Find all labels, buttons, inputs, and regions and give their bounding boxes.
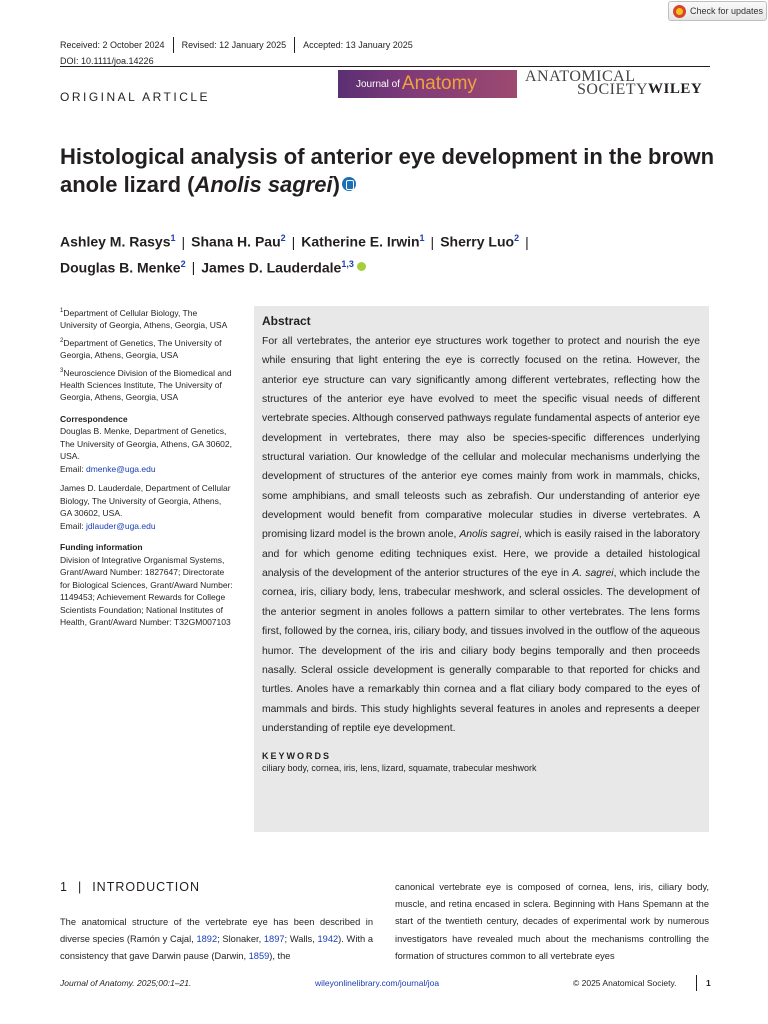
keywords-list: ciliary body, cornea, iris, lens, lizard, squamate, trabecular meshwork: [262, 763, 537, 774]
article-title: [60, 143, 720, 199]
author-name[interactable]: Sherry Luo: [440, 233, 515, 250]
keywords-heading: KEYWORDS: [262, 751, 332, 762]
affiliation: $^1$Department of Cellular Biology, The University of Georgia, Athens, Georgia, USA: [60, 307, 228, 331]
email-link[interactable]: jdlauder@uga.edu: [85, 520, 156, 531]
journal-logo-small: Journal of: [356, 78, 400, 90]
email-link[interactable]: dmenke@uga.edu: [85, 463, 156, 474]
author-name[interactable]: James D. Lauderdale: [201, 259, 342, 276]
affiliation: $^3$Neuroscience Division of the Biomedical and Health Sciences Institute, The University of Georgia, Athens, Georgia, USA: [60, 367, 232, 403]
header-rule: [60, 66, 710, 67]
correspondence-entry: Douglas B. Menke, Department of Genetics, The University of Georgia, Athens, GA 30602, USA. Email: dmenke@uga.edu: [60, 426, 232, 474]
author-affiliation[interactable]: 2: [280, 233, 286, 243]
date-divider: [294, 37, 295, 53]
author-name[interactable]: Katherine E. Irwin: [301, 233, 420, 250]
citation-link[interactable]: 1859: [248, 951, 270, 962]
affiliation: $^2$Department of Genetics, The University of Georgia, Athens, Georgia, USA: [60, 337, 222, 361]
correspondence-heading: Correspondence: [60, 413, 128, 424]
body-column-right: canonical vertebrate eye is composed of cornea, lens, iris, ciliary body, muscle, and retina encased in sclera. Beginning with Hans Spemann at the start of the twentieth century, decades of experimental work by numerous investigators have revealed much about the mechanisms controlling the formation of structures common to all vertebrate eyes: [395, 882, 709, 961]
article-dates: [60, 37, 413, 53]
abstract-text: For all vertebrates, the anterior eye structures work together to protect and nourish the eye while ensuring that light entering the eye is correctly focused on the retina. However, the anterior eye structure can vary significantly among different vertebrates, reflecting how the structures of the anterior eye have evolved to meet the specific visual needs of different vertebrate species. Although conserved pathways regulate fundamental aspects of anterior eye development in vertebrates, there may also be species-specific differences underlying structural variation. Our knowledge of the cellular and molecular mechanisms underlying the development of structures of the anterior eye comes mainly from work in mammals, chicks, some amphibians, and small teleosts such as zebrafish. Our understanding of anterior eye development would benefit from comparative molecular studies in diverse vertebrates. A promising lizard model is the brown anole, Anolis sagrei, which is easily raised in the laboratory and for which genome editing techniques exist. Here, we provide a detailed histological analysis of the development of the anterior structures of the eye in A. sagrei, which include the cornea, iris, ciliary body, lens, trabecular meshwork, and scleral ossicles. The development of the anterior segment in anoles follows a pattern similar to other vertebrates. The lens forms first, followed by the cornea, iris, ciliary body, and tissues involved in the outflow of the aqueous humor. The development of the iris and ciliary body begins temporally and then proceeds nasally. Scleral ossicle development is generally comparable to that reported for chicks and turtles. Anoles have a remarkably thin cornea and a flat ciliary body compared to the eyes of mammals and birds. This study highlights several features in anoles and represents a deeper understanding of reptile eye development.: [262, 336, 700, 734]
received-date: Received: 2 October 2024: [60, 40, 165, 50]
title-close: ): [332, 172, 340, 197]
abstract-box: [254, 306, 709, 832]
open-access-icon[interactable]: [342, 177, 356, 191]
body-column-left: The anatomical structure of the vertebrate eye has been described in diverse species (Ramón y Cajal, 1892; Slonaker, 1897; Walls, 1942). With a consistency that gave Darwin pause (Darwin, 1859), the: [60, 917, 373, 962]
correspondence-entry: James D. Lauderdale, Department of Cellular Biology, The University of Georgia, Athens, GA 30602, USA. Email: jdlauder@uga.edu: [60, 483, 231, 531]
author-affiliation[interactable]: 2: [514, 233, 520, 243]
footer-copyright: © 2025 Anatomical Society.: [573, 978, 677, 988]
orcid-icon[interactable]: [357, 262, 366, 271]
accepted-date: Accepted: 13 January 2025: [303, 40, 413, 50]
funding-heading: Funding information: [60, 542, 143, 553]
article-type: ORIGINAL ARTICLE: [60, 90, 211, 104]
author-affiliation[interactable]: 1: [419, 233, 425, 243]
author-name[interactable]: Shana H. Pau: [191, 233, 281, 250]
check-updates-icon: [673, 5, 686, 18]
section-title: INTRODUCTION: [92, 880, 201, 894]
section-heading: 1 | INTRODUCTION: [60, 880, 201, 894]
page-number: 1: [706, 978, 711, 988]
abstract-heading: Abstract: [262, 314, 311, 328]
footer-citation: Journal of Anatomy. 2025;00:1–21.: [60, 978, 192, 988]
author-affiliation[interactable]: 1: [170, 233, 176, 243]
date-divider: [173, 37, 174, 53]
section-number: 1: [60, 880, 68, 894]
author-list: Ashley M. Rasys$^1$ | Shana H. Pau$^2$ | Katherine E. Irwin$^1$ | Sherry Luo$^2$ | Douglas B. Menke$^2$ | James D. Lauderdale$^{1,3}$: [60, 233, 529, 276]
citation-link[interactable]: 1897: [263, 934, 285, 945]
journal-logo: [338, 70, 517, 98]
journal-logo-big: Anatomy: [401, 73, 477, 94]
funding-text: Division of Integrative Organismal Systems, Grant/Award Number: 1827647; Directorate for Biological Sciences, Grant/Award Number: 1149453; Achievement Rewards for College Scientists Foundation; National Institutes of Health, Grant/Award Number: T32GM007103: [60, 554, 233, 628]
footer-divider: [696, 975, 697, 991]
author-name[interactable]: Douglas B. Menke: [60, 259, 181, 276]
doi[interactable]: DOI: 10.1111/joa.14226: [60, 56, 154, 66]
title-species: Anolis sagrei: [194, 172, 333, 197]
check-for-updates-button[interactable]: [668, 1, 767, 21]
citation-link[interactable]: 1942: [317, 934, 339, 945]
article-sidebar: [60, 305, 235, 632]
footer-journal-link[interactable]: wileyonlinelibrary.com/journal/joa: [315, 978, 440, 988]
author-affiliation[interactable]: 2: [180, 258, 186, 269]
society-logo: [525, 70, 648, 96]
author-name[interactable]: Ashley M. Rasys: [60, 233, 171, 250]
publisher-logo: WILEY: [648, 81, 703, 97]
revised-date: Revised: 12 January 2025: [181, 40, 287, 50]
society-line2: SOCIETY: [577, 81, 649, 98]
check-updates-label: Check for updates: [690, 6, 764, 16]
citation-link[interactable]: 1892: [196, 934, 218, 945]
society-line1: ANATOMICAL: [525, 68, 636, 85]
title-text: Histological analysis of anterior eye development in the brown anole lizard (: [60, 144, 715, 197]
author-affiliation[interactable]: 1,3: [341, 258, 354, 269]
